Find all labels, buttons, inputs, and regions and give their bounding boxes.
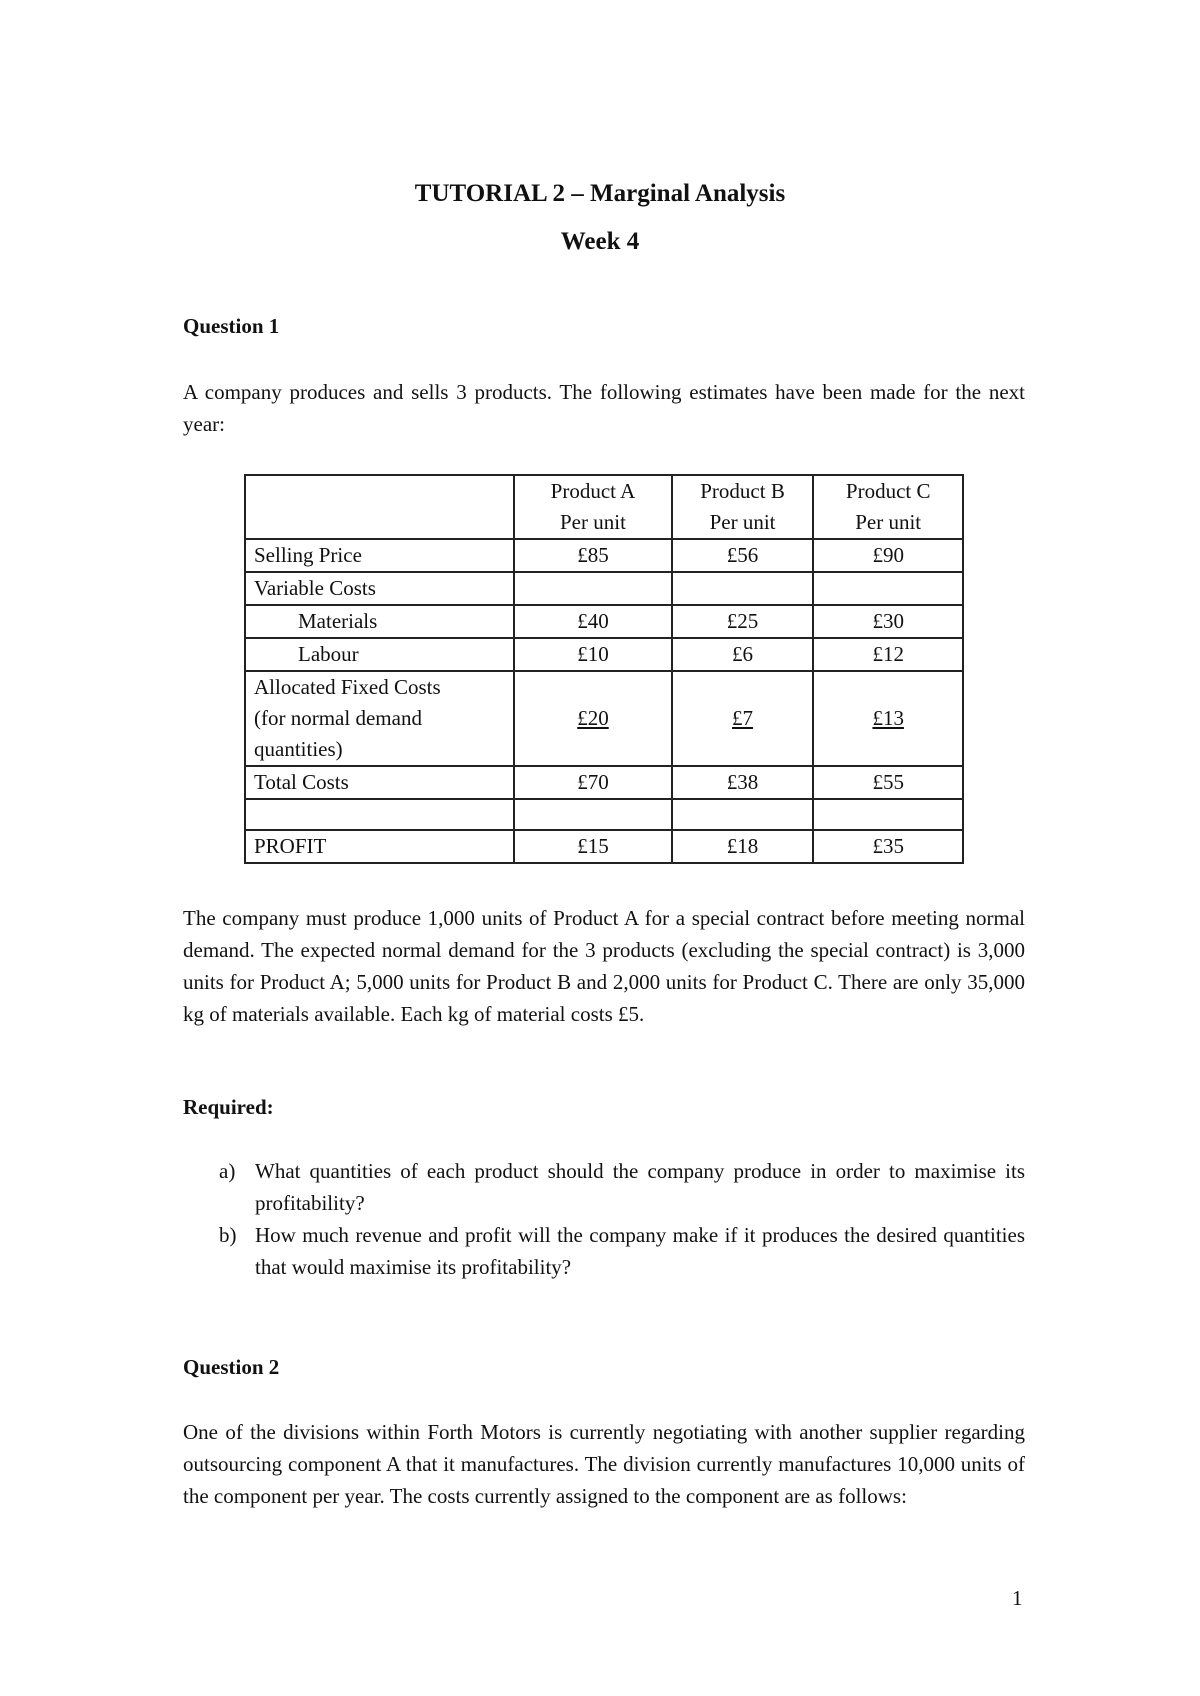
table-row-variable-costs [245, 572, 963, 605]
table-cell: £55 [813, 766, 963, 799]
table-cell: £25 [672, 605, 814, 638]
question-2-heading: Question 2 [183, 1355, 280, 1379]
table-cell: £30 [813, 605, 963, 638]
table-cell: £20 [514, 671, 672, 766]
list-item [183, 1155, 1025, 1219]
list-item [183, 1219, 1025, 1283]
table-cell-empty [514, 572, 672, 605]
row-label: Labour [245, 638, 514, 671]
question-1-heading: Question 1 [183, 314, 280, 338]
question-1-intro: A company produces and sells 3 products. The following estimates have been made for the next year: [183, 380, 1025, 436]
table-cell: £90 [813, 539, 963, 572]
page-title: TUTORIAL 2 – Marginal Analysis [414, 180, 786, 207]
question-2-body: One of the divisions within Forth Motors is currently negotiating with another supplier regarding outsourcing component A that it manufactures. The division currently manufactures 10,000 units of the component per year. The costs currently assigned to the component are as follows: [183, 1420, 1025, 1508]
required-list [183, 1155, 1025, 1283]
table-row-blank [245, 799, 963, 830]
table-row-labour [245, 638, 963, 671]
row-label: PROFIT [245, 830, 514, 863]
row-label: Selling Price [245, 539, 514, 572]
table-cell: £70 [514, 766, 672, 799]
table-row-selling-price [245, 539, 963, 572]
table-cell-empty [672, 799, 814, 830]
list-item-text: How much revenue and profit will the company make if it produces the desired quantities that would maximise its profitability? [255, 1223, 1025, 1279]
table-cell: £15 [514, 830, 672, 863]
table-cell: £18 [672, 830, 814, 863]
table-header-cell: Product C Per unit [813, 475, 963, 539]
table-row-materials [245, 605, 963, 638]
table-cell-empty [813, 799, 963, 830]
table-cell: £6 [672, 638, 814, 671]
question-1-body: The company must produce 1,000 units of Product A for a special contract before meeting normal demand. The expected normal demand for the 3 products (excluding the special contract) is 3,000 units for Product A; 5,000 units for Product B and 2,000 units for Product C. There are only 35,000 kg of materials available. Each kg of material costs £5. [183, 906, 1025, 1026]
table-cell: £10 [514, 638, 672, 671]
list-item-text: What quantities of each product should the company produce in order to maximise its profitability? [255, 1159, 1025, 1215]
required-heading: Required: [183, 1095, 274, 1119]
table-cell-empty [514, 799, 672, 830]
table-cell: £35 [813, 830, 963, 863]
table-cell: £85 [514, 539, 672, 572]
row-label: Total Costs [245, 766, 514, 799]
row-label: Materials [245, 605, 514, 638]
table-row-fixed-costs [245, 671, 963, 766]
table-cell: £56 [672, 539, 814, 572]
table-cell: £12 [813, 638, 963, 671]
page-subtitle: Week 4 [560, 228, 640, 255]
table-row-profit [245, 830, 963, 863]
table-cell-empty [245, 799, 514, 830]
table-cell: £13 [813, 671, 963, 766]
table-cell-empty [672, 572, 814, 605]
table-header-row [245, 475, 963, 539]
cost-table [244, 474, 964, 864]
row-label: Variable Costs [245, 572, 514, 605]
table-cell: £40 [514, 605, 672, 638]
table-cell-empty [813, 572, 963, 605]
table-header-empty [245, 475, 514, 539]
list-marker: a) [219, 1159, 236, 1183]
table-row-total-costs [245, 766, 963, 799]
table-header-cell: Product B Per unit [672, 475, 814, 539]
table-cell: £7 [672, 671, 814, 766]
page-number: 1 [1012, 1586, 1023, 1610]
table-header-cell: Product A Per unit [514, 475, 672, 539]
list-marker: b) [219, 1223, 237, 1247]
row-label: Allocated Fixed Costs (for normal demand quantities) [245, 671, 514, 766]
table-cell: £38 [672, 766, 814, 799]
